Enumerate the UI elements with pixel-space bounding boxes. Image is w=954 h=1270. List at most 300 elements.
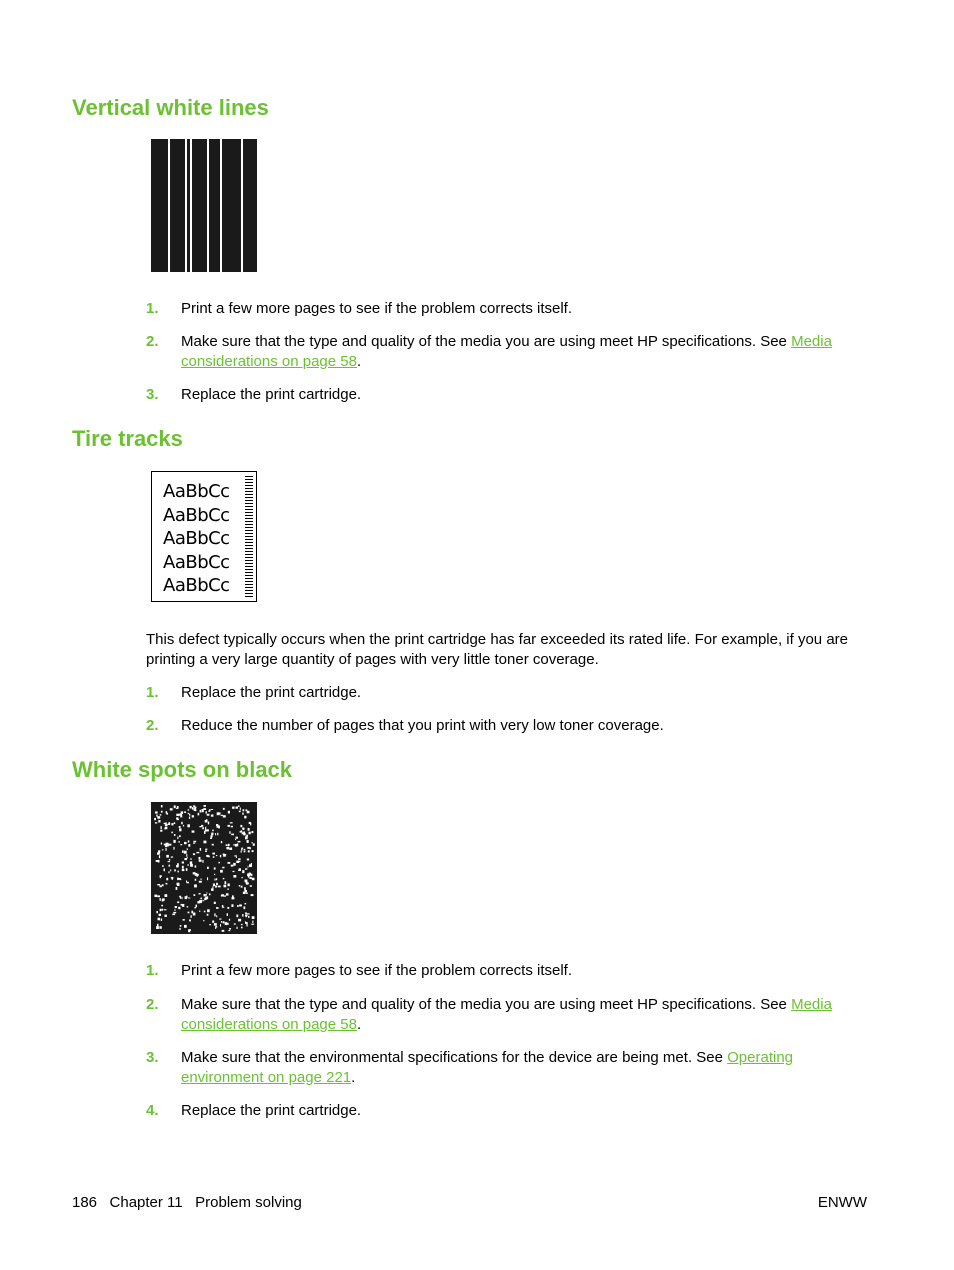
white-spot bbox=[184, 858, 187, 860]
white-spot bbox=[192, 831, 195, 833]
white-spot bbox=[215, 885, 217, 887]
white-spot bbox=[218, 826, 220, 829]
white-spot bbox=[214, 902, 216, 904]
tire-track-mark bbox=[245, 530, 253, 531]
white-spot bbox=[180, 925, 182, 927]
white-spot bbox=[174, 910, 176, 911]
step-number: 2. bbox=[146, 717, 159, 734]
tire-track-mark bbox=[245, 542, 253, 543]
white-spot bbox=[207, 877, 208, 880]
white-spot bbox=[242, 828, 244, 830]
step-text-before: Make sure that the type and quality of the media you are using meet HP specifications. See bbox=[181, 996, 792, 1013]
white-spot bbox=[206, 811, 207, 813]
white-spot bbox=[197, 874, 198, 877]
white-spot bbox=[165, 894, 168, 897]
white-spot bbox=[176, 817, 178, 819]
white-spot bbox=[187, 882, 189, 884]
white-spot bbox=[236, 807, 239, 809]
white-spot bbox=[241, 877, 243, 878]
white-spot bbox=[165, 824, 168, 826]
step-text-before: Make sure that the type and quality of the media you are using meet HP specifications. See bbox=[181, 333, 792, 350]
white-spot bbox=[209, 809, 211, 810]
white-spot bbox=[231, 904, 233, 907]
white-spot bbox=[204, 898, 206, 900]
white-spot bbox=[156, 926, 159, 929]
white-spot bbox=[243, 892, 246, 894]
tire-track-mark bbox=[245, 497, 253, 498]
white-spot bbox=[205, 849, 207, 851]
heading-white-spots-on-black: White spots on black bbox=[72, 757, 293, 782]
white-spot bbox=[208, 811, 210, 812]
white-spot bbox=[182, 862, 184, 864]
white-spot bbox=[162, 899, 164, 902]
white-spot bbox=[182, 851, 184, 853]
white-spot bbox=[180, 816, 182, 818]
white-spot bbox=[211, 833, 213, 836]
white-spot bbox=[234, 855, 236, 856]
white-spot bbox=[247, 924, 248, 926]
white-spot bbox=[225, 881, 227, 884]
white-spot bbox=[190, 864, 193, 867]
white-spot bbox=[168, 861, 170, 862]
white-spot bbox=[241, 830, 242, 832]
white-spot bbox=[210, 838, 212, 839]
white-spot bbox=[205, 851, 207, 852]
white-spot bbox=[166, 813, 168, 815]
white-spot bbox=[239, 885, 240, 887]
white-spot bbox=[161, 905, 163, 907]
white-spot bbox=[238, 841, 241, 843]
white-spot bbox=[246, 893, 248, 894]
white-spot bbox=[171, 857, 173, 858]
white-spot bbox=[160, 898, 161, 901]
white-spot bbox=[212, 853, 215, 855]
white-spot bbox=[241, 886, 243, 888]
white-spot bbox=[241, 924, 243, 925]
white-spot bbox=[252, 842, 253, 843]
white-spot bbox=[238, 858, 241, 860]
tire-track-mark bbox=[245, 536, 253, 537]
white-spot bbox=[213, 884, 215, 887]
tire-track-mark bbox=[245, 572, 253, 573]
white-spot bbox=[242, 870, 244, 873]
step-number: 1. bbox=[146, 962, 159, 979]
white-spot bbox=[205, 827, 206, 830]
white-spot bbox=[156, 911, 158, 913]
white-spot bbox=[162, 849, 164, 850]
white-spot bbox=[218, 886, 221, 888]
white-spot bbox=[168, 871, 169, 873]
tire-tracks-sample-text: AaBbCc bbox=[163, 552, 230, 573]
white-spot bbox=[194, 884, 197, 887]
white-spot bbox=[188, 898, 190, 899]
white-spot bbox=[182, 869, 185, 871]
white-spot bbox=[236, 837, 239, 839]
white-spot bbox=[189, 919, 191, 921]
white-spot bbox=[157, 924, 159, 927]
white-spot bbox=[166, 822, 167, 824]
white-spot bbox=[211, 815, 214, 817]
white-spot bbox=[243, 832, 245, 835]
white-spot bbox=[202, 900, 204, 901]
tire-track-mark bbox=[245, 590, 253, 591]
white-spot bbox=[183, 825, 184, 827]
white-spot bbox=[233, 871, 235, 872]
white-spot bbox=[252, 878, 255, 881]
white-spot bbox=[201, 898, 203, 900]
white-spot bbox=[236, 857, 237, 858]
white-spot bbox=[200, 810, 202, 813]
white-spot bbox=[158, 851, 159, 852]
white-spot bbox=[221, 815, 223, 816]
white-spot bbox=[217, 812, 220, 815]
tire-track-mark bbox=[245, 521, 253, 522]
tire-track-mark bbox=[245, 575, 253, 576]
step-text: Replace the print cartridge. bbox=[181, 386, 362, 403]
white-spot bbox=[188, 844, 190, 847]
vertical-white-lines-figure bbox=[151, 139, 257, 272]
tire-track-mark bbox=[245, 539, 253, 540]
white-spot bbox=[173, 840, 175, 843]
white-spot bbox=[160, 814, 162, 815]
white-spot bbox=[219, 919, 221, 920]
white-spot bbox=[214, 879, 215, 881]
white-spot bbox=[248, 828, 250, 831]
white-spot bbox=[169, 859, 171, 861]
tire-track-mark bbox=[245, 485, 253, 486]
white-spot bbox=[240, 808, 241, 811]
white-spot bbox=[177, 806, 179, 808]
white-spot bbox=[232, 895, 234, 897]
white-spot bbox=[181, 822, 183, 825]
white-spot bbox=[227, 913, 228, 916]
white-spot bbox=[188, 840, 190, 842]
white-spot bbox=[171, 877, 174, 879]
tire-track-mark bbox=[245, 587, 253, 588]
white-spot bbox=[170, 869, 171, 871]
white-spot bbox=[187, 848, 188, 850]
white-spot bbox=[250, 823, 251, 826]
white-spot bbox=[178, 841, 180, 842]
white-spot bbox=[228, 930, 230, 931]
white-spot bbox=[165, 845, 167, 847]
white-spot bbox=[240, 825, 242, 827]
white-spot bbox=[179, 835, 181, 837]
white-spot bbox=[188, 864, 189, 866]
tire-track-mark bbox=[245, 527, 253, 528]
tire-track-mark bbox=[245, 491, 253, 492]
white-spot bbox=[183, 919, 185, 921]
white-spot bbox=[182, 904, 184, 907]
white-spot bbox=[223, 815, 226, 817]
white-spot bbox=[246, 922, 248, 924]
white-spot bbox=[181, 897, 182, 899]
white-spot bbox=[188, 809, 190, 810]
white-spot bbox=[207, 856, 209, 858]
white-spot bbox=[161, 843, 162, 845]
white-spot bbox=[250, 885, 252, 887]
tire-track-mark bbox=[245, 518, 253, 519]
tire-track-mark bbox=[245, 503, 253, 504]
white-spot bbox=[236, 861, 239, 863]
white-spot bbox=[164, 909, 167, 910]
white-spot bbox=[204, 894, 206, 896]
white-spot bbox=[206, 829, 209, 831]
white-spot bbox=[212, 921, 214, 923]
white-spot bbox=[164, 827, 165, 829]
white-spot bbox=[239, 811, 241, 812]
white-spot bbox=[247, 840, 249, 843]
white-spot bbox=[170, 808, 173, 810]
tire-track-mark bbox=[245, 506, 253, 507]
white-spot bbox=[247, 913, 250, 914]
tire-track-mark bbox=[245, 533, 253, 534]
white-spot bbox=[169, 865, 171, 867]
white-spot bbox=[172, 914, 175, 916]
white-spot bbox=[174, 805, 176, 808]
white-spot bbox=[199, 893, 201, 894]
white-spot bbox=[245, 903, 247, 904]
white-spot bbox=[251, 874, 253, 876]
white-spot bbox=[232, 807, 235, 809]
white-spot bbox=[229, 928, 231, 930]
white-spot bbox=[179, 826, 181, 828]
tire-track-mark bbox=[245, 596, 253, 597]
white-spot bbox=[174, 822, 175, 824]
tire-tracks-figure bbox=[151, 471, 257, 602]
white-spot bbox=[227, 907, 229, 909]
white-spot bbox=[222, 930, 225, 932]
white-spot bbox=[241, 848, 242, 851]
heading-vertical-white-lines: Vertical white lines bbox=[72, 95, 269, 120]
white-spot bbox=[176, 887, 178, 890]
white-spot bbox=[193, 805, 195, 807]
white-spot bbox=[224, 854, 226, 855]
tire-track-mark bbox=[245, 566, 253, 567]
white-spot bbox=[188, 929, 190, 932]
white-spot bbox=[171, 832, 173, 834]
white-spot bbox=[184, 842, 187, 844]
white-spot bbox=[190, 806, 192, 809]
white-spot bbox=[251, 831, 253, 833]
white-spot bbox=[245, 915, 247, 917]
white-spot bbox=[161, 805, 163, 807]
step-number: 4. bbox=[146, 1102, 159, 1119]
step-text-before: Make sure that the environmental specifications for the device are being met. See bbox=[181, 1049, 728, 1066]
white-spot bbox=[193, 843, 195, 844]
step-text: Replace the print cartridge. bbox=[181, 1102, 362, 1119]
white-spot bbox=[195, 879, 197, 881]
white-spot bbox=[187, 824, 190, 827]
white-spot bbox=[164, 915, 167, 917]
white-spot bbox=[199, 857, 201, 860]
white-spot bbox=[227, 889, 229, 890]
white-spot bbox=[190, 859, 192, 860]
white-spot bbox=[241, 851, 242, 853]
step-number: 1. bbox=[146, 300, 159, 317]
tire-track-mark bbox=[245, 482, 253, 483]
white-spots-figure bbox=[151, 802, 257, 934]
white-spot bbox=[235, 839, 236, 840]
white-spot bbox=[244, 906, 246, 909]
white-spot bbox=[169, 844, 172, 846]
white-spot bbox=[187, 906, 189, 907]
white-spot bbox=[247, 873, 250, 876]
white-spot bbox=[237, 905, 239, 907]
white-spot bbox=[216, 878, 217, 880]
white-spot bbox=[176, 865, 179, 867]
step-number: 2. bbox=[146, 996, 159, 1013]
white-spot bbox=[157, 816, 160, 819]
white-spot bbox=[221, 841, 222, 843]
tire-tracks-sample-text: AaBbCc bbox=[163, 528, 230, 549]
white-spot bbox=[242, 914, 243, 917]
white-spot bbox=[179, 928, 180, 930]
step-text-after: . bbox=[356, 352, 362, 370]
white-spot bbox=[247, 811, 250, 814]
white-spot bbox=[177, 878, 179, 881]
white-spot bbox=[237, 927, 238, 929]
white-spot bbox=[212, 830, 214, 832]
white-spot bbox=[216, 855, 217, 856]
white-spot bbox=[156, 860, 158, 862]
white-spot bbox=[212, 886, 213, 888]
white-spot bbox=[158, 918, 161, 921]
tire-track-marks-graphic bbox=[242, 474, 256, 601]
white-spot bbox=[206, 892, 207, 893]
white-spot bbox=[201, 879, 202, 880]
white-spot bbox=[233, 875, 236, 878]
white-spot bbox=[220, 924, 221, 927]
white-spot bbox=[200, 848, 201, 851]
white-spot bbox=[157, 852, 160, 854]
white-spot bbox=[184, 811, 186, 813]
white-spot bbox=[226, 844, 228, 846]
white-spot bbox=[228, 811, 230, 814]
white-spot bbox=[190, 861, 192, 864]
tire-track-mark bbox=[245, 563, 253, 564]
white-spot bbox=[247, 859, 249, 861]
white-spot bbox=[202, 860, 203, 863]
media-considerations-link[interactable]: Media considerations on page 58 bbox=[181, 333, 832, 370]
step-text bbox=[181, 995, 871, 1034]
white-spot bbox=[229, 831, 230, 833]
tire-track-mark bbox=[245, 548, 253, 549]
tire-track-mark bbox=[245, 545, 253, 546]
step-text-after: . bbox=[351, 1068, 356, 1086]
white-spot bbox=[244, 849, 246, 850]
white-spot bbox=[207, 814, 210, 816]
white-spot bbox=[208, 822, 209, 825]
white-spot bbox=[164, 868, 166, 871]
white-spot bbox=[231, 826, 233, 828]
white-spot bbox=[160, 909, 162, 911]
step-text: Replace the print cartridge. bbox=[181, 684, 362, 701]
white-spot bbox=[154, 818, 156, 820]
white-spot bbox=[234, 923, 236, 924]
tire-track-mark bbox=[245, 593, 253, 594]
white-spot bbox=[192, 815, 194, 817]
white-spot bbox=[228, 847, 229, 848]
white-spot bbox=[161, 826, 162, 829]
white-spot bbox=[239, 904, 241, 906]
step-text: Print a few more pages to see if the problem corrects itself. bbox=[181, 962, 573, 979]
tire-track-mark bbox=[245, 524, 253, 525]
white-spot bbox=[228, 844, 230, 846]
tire-track-mark bbox=[245, 476, 253, 477]
white-spot bbox=[160, 885, 162, 887]
white-spot bbox=[189, 814, 190, 816]
white-spot bbox=[203, 808, 206, 810]
tire-track-mark bbox=[245, 569, 253, 570]
white-spot bbox=[216, 824, 218, 826]
white-spot bbox=[238, 805, 239, 807]
white-spot bbox=[252, 850, 254, 852]
white-spot bbox=[159, 855, 160, 858]
white-spot bbox=[216, 915, 217, 917]
tire-track-mark bbox=[245, 479, 253, 480]
tire-track-mark bbox=[245, 515, 253, 516]
white-spot bbox=[202, 827, 204, 829]
white-spot bbox=[186, 854, 187, 857]
white-spot bbox=[228, 862, 231, 864]
white-spot bbox=[167, 845, 169, 846]
white-spot bbox=[253, 843, 255, 845]
operating-environment-link[interactable]: Operating environment on page 221 bbox=[181, 1049, 794, 1086]
white-spot bbox=[187, 857, 188, 858]
white-spot bbox=[228, 825, 230, 827]
tire-track-mark bbox=[245, 557, 253, 558]
white-spot bbox=[214, 913, 215, 916]
white-spot bbox=[244, 887, 246, 890]
white-spot bbox=[174, 834, 176, 836]
white-spot bbox=[211, 888, 214, 891]
white-spot bbox=[202, 809, 204, 810]
white-spot bbox=[245, 916, 247, 917]
white-spot bbox=[226, 923, 229, 925]
white-spot bbox=[228, 884, 230, 887]
white-spot bbox=[223, 921, 225, 923]
white-spot bbox=[207, 914, 209, 916]
white-spot bbox=[223, 808, 225, 810]
white-spot bbox=[226, 893, 229, 895]
white-spot bbox=[229, 919, 230, 921]
tire-track-mark bbox=[245, 509, 253, 510]
white-spot bbox=[199, 881, 202, 883]
media-considerations-link[interactable]: Media considerations on page 58 bbox=[181, 996, 832, 1033]
tire-track-mark bbox=[245, 578, 253, 579]
white-spot bbox=[162, 865, 164, 867]
white-spot bbox=[216, 926, 218, 927]
white-spot bbox=[205, 820, 208, 822]
white-spot bbox=[166, 878, 168, 881]
white-spot bbox=[185, 896, 187, 899]
white-spot bbox=[223, 895, 226, 896]
white-spot bbox=[199, 911, 200, 912]
step-text: Reduce the number of pages that you print with very low toner coverage. bbox=[181, 717, 664, 734]
white-spot bbox=[161, 811, 163, 813]
white-spot bbox=[251, 924, 254, 925]
white-spot bbox=[209, 894, 211, 896]
white-spot bbox=[215, 833, 216, 835]
white-spot bbox=[236, 915, 238, 918]
white-spot bbox=[160, 875, 162, 877]
white-spot bbox=[197, 901, 200, 903]
white-spot bbox=[216, 907, 218, 909]
footer-page-info: 186 Chapter 11 Problem solving bbox=[72, 1194, 302, 1211]
white-spot bbox=[245, 880, 248, 883]
step-text: Print a few more pages to see if the problem corrects itself. bbox=[181, 300, 573, 317]
